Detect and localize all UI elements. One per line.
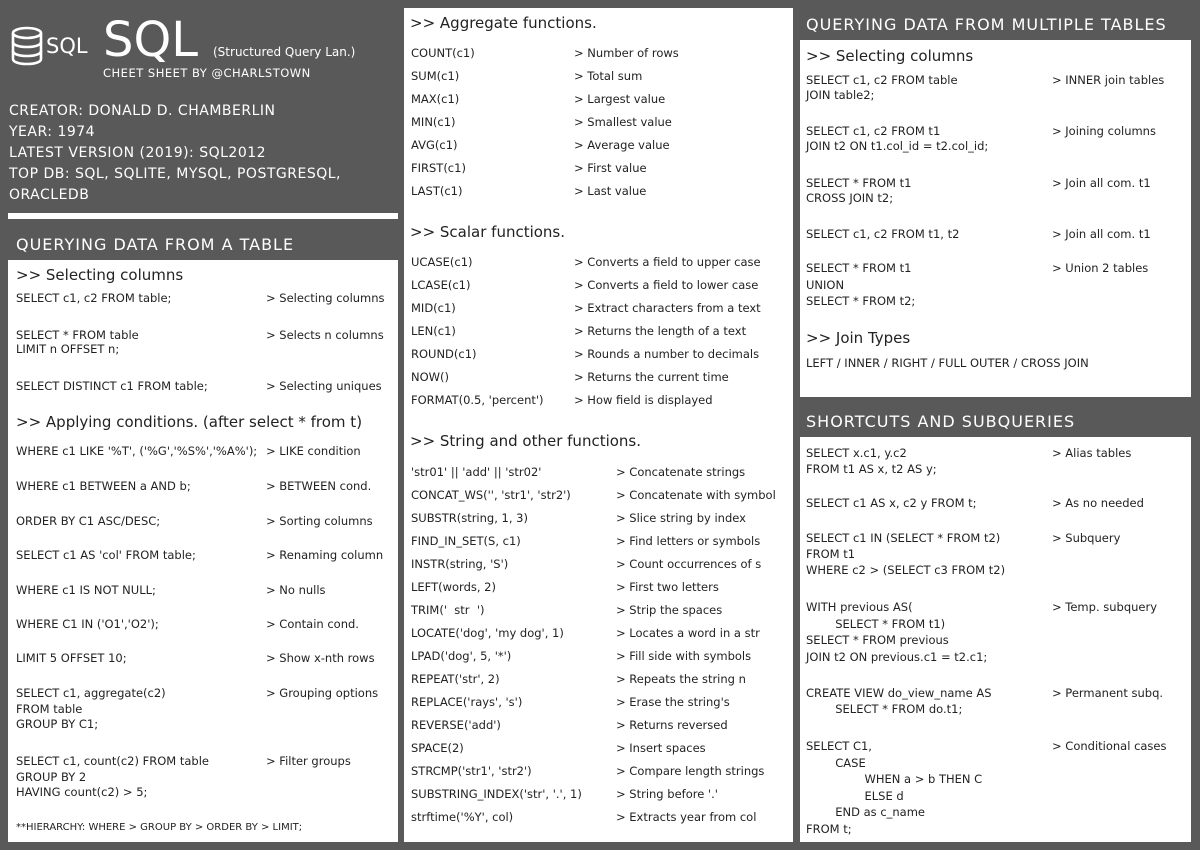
code-text: WHERE C1 IN ('O1','O2'); — [16, 617, 159, 631]
desc-text: > Filter groups — [266, 754, 351, 768]
code-text: LAST(c1) — [411, 184, 463, 198]
desc-text: > Strip the spaces — [616, 603, 723, 617]
desc-text: > First value — [574, 161, 647, 175]
code-text: WHERE c1 LIKE '%T', ('%G','%S%','%A%'); — [16, 444, 258, 458]
desc-text: > Last value — [574, 184, 647, 198]
single-table-select-heading: >> Selecting columns — [16, 266, 184, 284]
desc-text: > No nulls — [266, 583, 326, 597]
code-text: 'str01' || 'add' || 'str02' — [411, 465, 542, 479]
desc-text: > Alias tables — [1052, 446, 1132, 460]
code-text: FIRST(c1) — [411, 161, 466, 175]
desc-text: > Show x-nth rows — [266, 651, 375, 665]
desc-text: > Largest value — [574, 92, 666, 106]
code-text: LEN(c1) — [411, 324, 456, 338]
desc-text: > Extracts year from col — [616, 810, 757, 824]
desc-text: > As no needed — [1052, 496, 1144, 510]
code-text: LIMIT 5 OFFSET 10; — [16, 651, 127, 665]
multiple-tables-card — [800, 40, 1191, 397]
desc-text: > Locates a word in a str — [616, 626, 760, 640]
divider — [8, 213, 398, 219]
code-text: SELECT c1, c2 FROM table; — [16, 291, 172, 305]
desc-text: > Sorting columns — [266, 514, 373, 528]
desc-text: > Extract characters from a text — [574, 301, 761, 315]
code-text: AVG(c1) — [411, 138, 458, 152]
desc-text: > Total sum — [574, 69, 643, 83]
code-text: UCASE(c1) — [411, 255, 473, 269]
code-text: SUBSTR(string, 1, 3) — [411, 511, 528, 525]
code-text: SUBSTRING_INDEX('str', '.', 1) — [411, 787, 582, 801]
desc-text: > Compare length strings — [616, 764, 765, 778]
page-title: SQL — [103, 12, 198, 68]
desc-text: > Concatenate strings — [616, 465, 746, 479]
desc-text: > Selecting columns — [266, 291, 385, 305]
code-text: REPEAT('str', 2) — [411, 672, 500, 686]
code-text: COUNT(c1) — [411, 46, 475, 60]
info-latest-version: LATEST VERSION (2019): SQL2012 — [9, 145, 267, 161]
code-text: LPAD('dog', 5, '*') — [411, 649, 512, 663]
code-text: LOCATE('dog', 'my dog', 1) — [411, 626, 564, 640]
code-text: REVERSE('add') — [411, 718, 501, 732]
desc-text: > Returns the current time — [574, 370, 729, 384]
desc-text: > Join all com. t1 — [1052, 176, 1151, 190]
desc-text: > Union 2 tables — [1052, 261, 1149, 275]
code-text: SELECT c1, c2 FROM t1 JOIN t2 ON t1.col_id = t2.col_id; — [806, 124, 989, 153]
desc-text: > Grouping options — [266, 686, 379, 700]
desc-text: > BETWEEN cond. — [266, 479, 372, 493]
desc-text: > Erase the string's — [616, 695, 730, 709]
code-text: LEFT(words, 2) — [411, 580, 496, 594]
code-text: WHERE c1 BETWEEN a AND b; — [16, 479, 191, 493]
aggregate-heading: >> Aggregate functions. — [410, 14, 597, 32]
code-text: SELECT c1 IN (SELECT * FROM t2) FROM t1 WHERE c2 > (SELECT c3 FROM t2) — [806, 531, 1006, 577]
desc-text: > Fill side with symbols — [616, 649, 752, 663]
scalar-heading: >> Scalar functions. — [410, 223, 566, 241]
single-table-conditions-heading: >> Applying conditions. (after select * from t) — [16, 413, 363, 431]
desc-text: > First two letters — [616, 580, 719, 594]
desc-text: > Rounds a number to decimals — [574, 347, 760, 361]
info-top-db: TOP DB: SQL, SQLITE, MYSQL, POSTGRESQL, — [9, 166, 341, 182]
code-text: SELECT c1, c2 FROM t1, t2 — [806, 227, 960, 241]
desc-text: > Converts a field to lower case — [574, 278, 759, 292]
desc-text: > Concatenate with symbol — [616, 488, 776, 502]
join-types-heading: >> Join Types — [806, 329, 911, 347]
code-text: MIN(c1) — [411, 115, 456, 129]
logo-text: SQL — [46, 34, 88, 58]
desc-text: > Join all com. t1 — [1052, 227, 1151, 241]
desc-text: > Returns reversed — [616, 718, 728, 732]
info-creator: CREATOR: DONALD D. CHAMBERLIN — [9, 103, 276, 119]
code-text: NOW() — [411, 370, 449, 384]
single-table-card — [8, 260, 398, 842]
code-text: LCASE(c1) — [411, 278, 471, 292]
desc-text: > Renaming column — [266, 548, 384, 562]
code-text: MID(c1) — [411, 301, 456, 315]
desc-text: > Subquery — [1052, 531, 1121, 545]
single-table-title: QUERYING DATA FROM A TABLE — [16, 235, 295, 254]
code-text: CONCAT_WS('', 'str1', 'str2') — [411, 488, 571, 502]
cheat-sheet-credit: CHEET SHEET BY @CHARLSTOWN — [103, 66, 311, 80]
multiple-tables-title: QUERYING DATA FROM MULTIPLE TABLES — [806, 15, 1167, 34]
desc-text: > Selecting uniques — [266, 379, 382, 393]
code-text: SPACE(2) — [411, 741, 464, 755]
code-text: ORDER BY C1 ASC/DESC; — [16, 514, 161, 528]
desc-text: > Converts a field to upper case — [574, 255, 761, 269]
code-text: SELECT c1, c2 FROM table JOIN table2; — [806, 73, 958, 102]
code-text: SELECT x.c1, y.c2 FROM t1 AS x, t2 AS y; — [806, 446, 937, 476]
code-text: REPLACE('rays', 's') — [411, 695, 523, 709]
desc-text: > Joining columns — [1052, 124, 1156, 138]
desc-text: > Number of rows — [574, 46, 679, 60]
desc-text: > Repeats the string n — [616, 672, 746, 686]
desc-text: > INNER join tables — [1052, 73, 1165, 87]
desc-text: > Permanent subq. — [1052, 686, 1164, 700]
join-types-list: LEFT / INNER / RIGHT / FULL OUTER / CROSS JOIN — [806, 356, 1089, 370]
database-icon — [9, 26, 45, 66]
shortcuts-card — [800, 437, 1191, 842]
desc-text: > LIKE condition — [266, 444, 361, 458]
code-text: SELECT C1, CASE WHEN a > b THEN C ELSE d END as c_name FROM t; — [806, 739, 983, 836]
code-text: WHERE c1 IS NOT NULL; — [16, 583, 156, 597]
code-text: SELECT * FROM table LIMIT n OFFSET n; — [16, 328, 139, 356]
code-text: SELECT c1 AS x, c2 y FROM t; — [806, 496, 977, 510]
code-text: ROUND(c1) — [411, 347, 477, 361]
code-text: STRCMP('str1', 'str2') — [411, 764, 532, 778]
desc-text: > How field is displayed — [574, 393, 713, 407]
code-text: FORMAT(0.5, 'percent') — [411, 393, 544, 407]
desc-text: > String before '.' — [616, 787, 718, 801]
desc-text: > Average value — [574, 138, 670, 152]
desc-text: > Insert spaces — [616, 741, 706, 755]
string-heading: >> String and other functions. — [410, 432, 642, 450]
code-text: SELECT c1 AS 'col' FROM table; — [16, 548, 196, 562]
desc-text: > Find letters or symbols — [616, 534, 761, 548]
code-text: INSTR(string, 'S') — [411, 557, 509, 571]
code-text: CREATE VIEW do_view_name AS SELECT * FROM do.t1; — [806, 686, 992, 716]
desc-text: > Contain cond. — [266, 617, 359, 631]
desc-text: > Conditional cases — [1052, 739, 1167, 753]
desc-text: > Slice string by index — [616, 511, 746, 525]
code-text: SELECT * FROM t1 CROSS JOIN t2; — [806, 176, 912, 205]
code-text: SELECT c1, aggregate(c2) FROM table GROUP BY C1; — [16, 686, 166, 731]
desc-text: > Selects n columns — [266, 328, 384, 342]
shortcuts-title: SHORTCUTS AND SUBQUERIES — [806, 412, 1076, 431]
code-text: TRIM(' str ') — [411, 603, 485, 617]
code-text: WITH previous AS( SELECT * FROM t1) SELECT * FROM previous JOIN t2 ON previous.c1 = t2.c1; — [806, 600, 988, 664]
code-text: SUM(c1) — [411, 69, 460, 83]
page-subtitle: (Structured Query Lan.) — [213, 45, 356, 59]
functions-card — [404, 8, 793, 842]
code-text: FIND_IN_SET(S, c1) — [411, 534, 521, 548]
desc-text: > Smallest value — [574, 115, 672, 129]
info-top-db-cont: ORACLEDB — [9, 187, 90, 203]
code-text: SELECT * FROM t1 UNION SELECT * FROM t2; — [806, 261, 916, 308]
desc-text: > Count occurrences of s — [616, 557, 762, 571]
code-text: SELECT DISTINCT c1 FROM table; — [16, 379, 208, 393]
code-text: SELECT c1, count(c2) FROM table GROUP BY 2 HAVING count(c2) > 5; — [16, 754, 209, 799]
desc-text: > Returns the length of a text — [574, 324, 747, 338]
code-text: strftime('%Y', col) — [411, 810, 514, 824]
desc-text: > Temp. subquery — [1052, 600, 1158, 614]
hierarchy-footnote: **HIERARCHY: WHERE > GROUP BY > ORDER BY > LIMIT; — [16, 822, 303, 833]
multiple-select-heading: >> Selecting columns — [806, 47, 974, 65]
code-text: MAX(c1) — [411, 92, 460, 106]
info-year: YEAR: 1974 — [9, 124, 96, 140]
